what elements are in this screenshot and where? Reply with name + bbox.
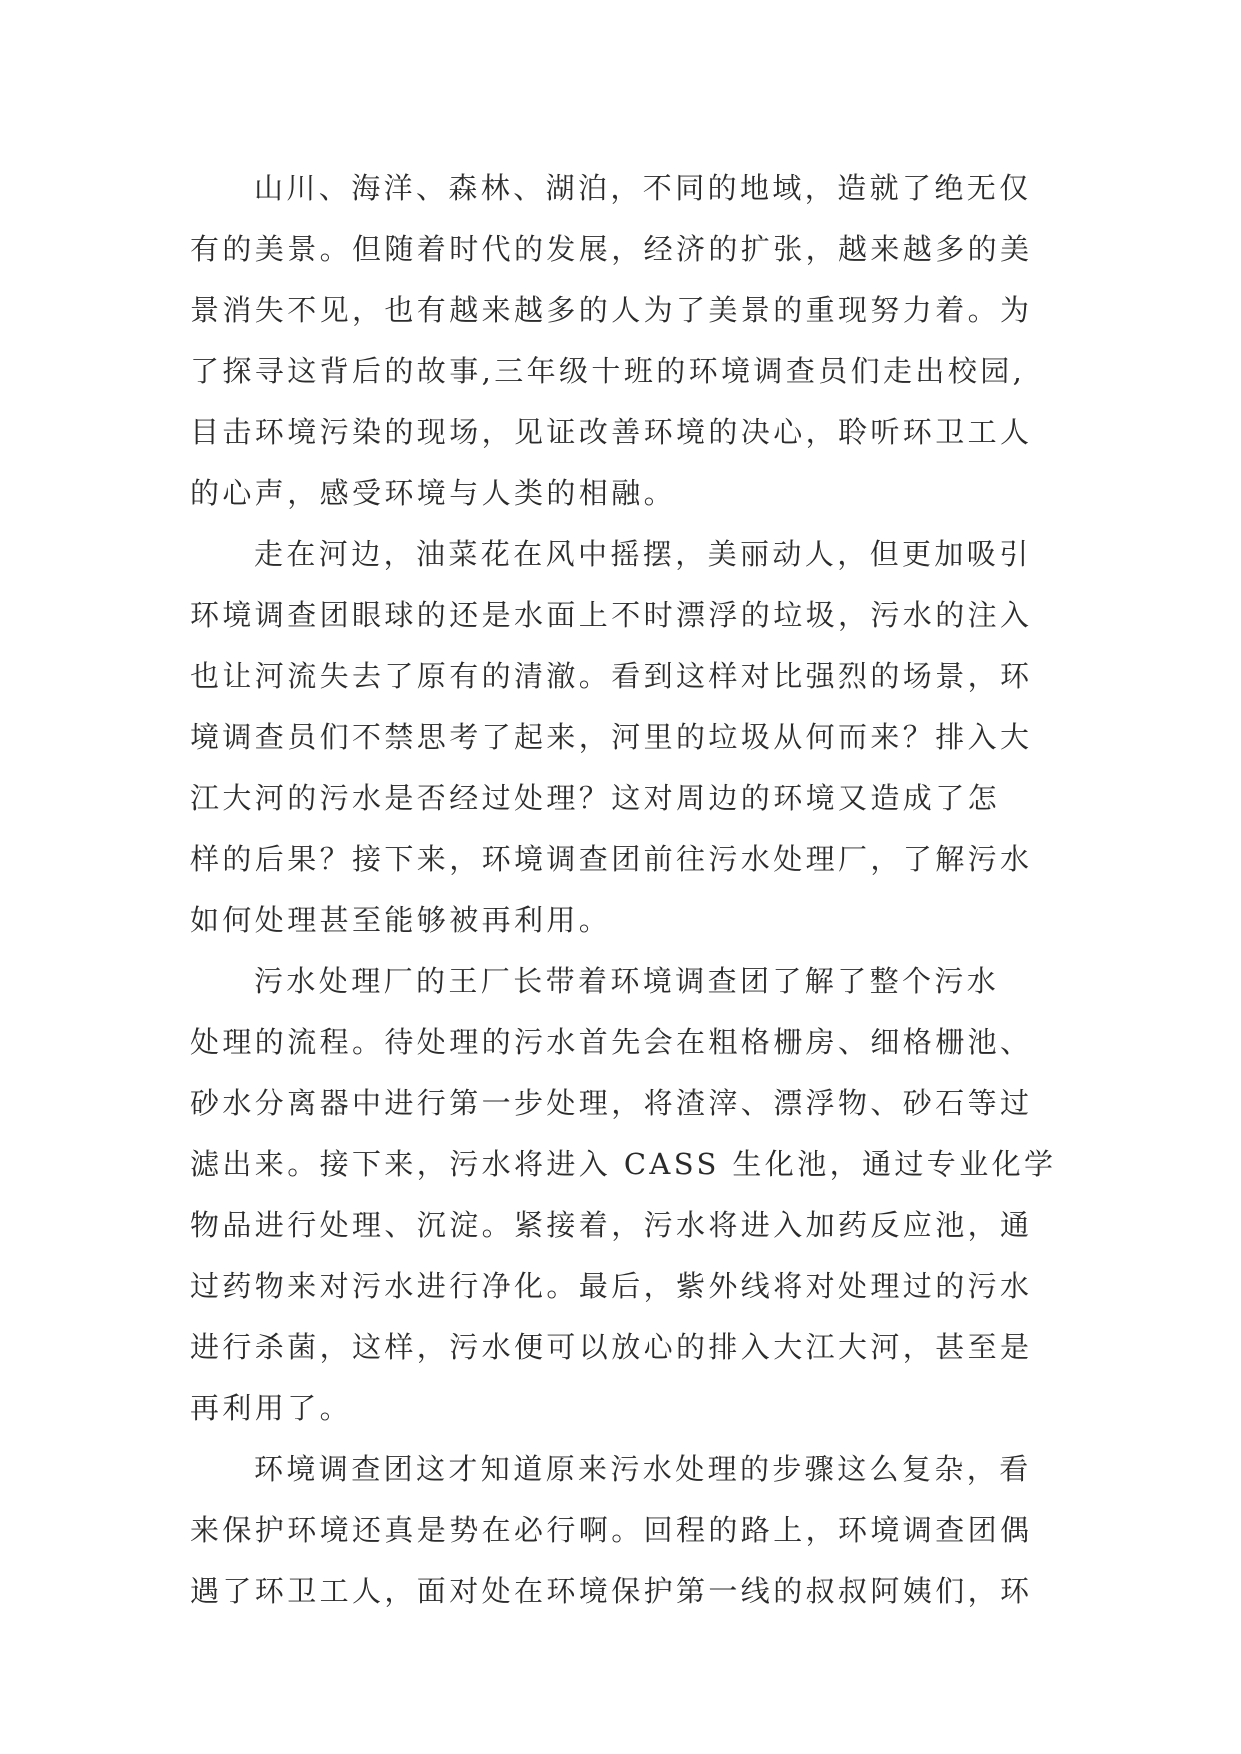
text-line: 进行杀菌，这样，污水便可以放心的排入大江大河，甚至是 (190, 1330, 1033, 1364)
text-line: 山川、海洋、森林、湖泊，不同的地域，造就了绝无仅 (254, 171, 1032, 205)
text-line: 境调查员们不禁思考了起来，河里的垃圾从何而来？排入大 (190, 720, 1033, 754)
text-line: 来保护环境还真是势在必行啊。回程的路上，环境调查团偶 (190, 1513, 1033, 1547)
article-body (190, 158, 1057, 1622)
paragraph-return-trip (190, 1439, 1050, 1622)
text-line: 环境调查团这才知道原来污水处理的步骤这么复杂，看 (254, 1452, 1032, 1486)
text-line: 过药物来对污水进行净化。最后，紫外线将对处理过的污水 (190, 1269, 1033, 1303)
text-line: 如何处理甚至能够被再利用。 (190, 903, 612, 937)
text-line: 了探寻这背后的故事,三年级十班的环境调查员们走出校园, (190, 354, 1026, 388)
text-line: 走在河边，油菜花在风中摇摆，美丽动人，但更加吸引 (254, 537, 1032, 571)
text-line: 景消失不见，也有越来越多的人为了美景的重现努力着。为 (190, 293, 1033, 327)
text-line: 处理的流程。待处理的污水首先会在粗格栅房、细格栅池、 (190, 1025, 1033, 1059)
text-line: 滤出来。接下来，污水将进入 CASS 生化池，通过专业化学 (190, 1147, 1057, 1181)
paragraph-treatment-plant (190, 951, 1057, 1439)
text-line: 样的后果？接下来，环境调查团前往污水处理厂，了解污水 (190, 842, 1033, 876)
text-line: 有的美景。但随着时代的发展，经济的扩张，越来越多的美 (190, 232, 1033, 266)
paragraph-riverside (190, 524, 1050, 951)
text-line: 遇了环卫工人，面对处在环境保护第一线的叔叔阿姨们，环 (190, 1574, 1033, 1608)
text-line: 江大河的污水是否经过处理？这对周边的环境又造成了怎 (190, 781, 1001, 815)
text-line: 物品进行处理、沉淀。紧接着，污水将进入加药反应池，通 (190, 1208, 1033, 1242)
text-line: 也让河流失去了原有的清澈。看到这样对比强烈的场景，环 (190, 659, 1033, 693)
text-line: 的心声，感受环境与人类的相融。 (190, 476, 677, 510)
paragraph-intro (190, 158, 1050, 524)
text-line: 再利用了。 (190, 1391, 353, 1425)
text-line: 环境调查团眼球的还是水面上不时漂浮的垃圾，污水的注入 (190, 598, 1033, 632)
text-line: 污水处理厂的王厂长带着环境调查团了解了整个污水 (254, 964, 1000, 998)
text-line: 目击环境污染的现场，见证改善环境的决心，聆听环卫工人 (190, 415, 1033, 449)
text-line: 砂水分离器中进行第一步处理，将渣滓、漂浮物、砂石等过 (190, 1086, 1033, 1120)
